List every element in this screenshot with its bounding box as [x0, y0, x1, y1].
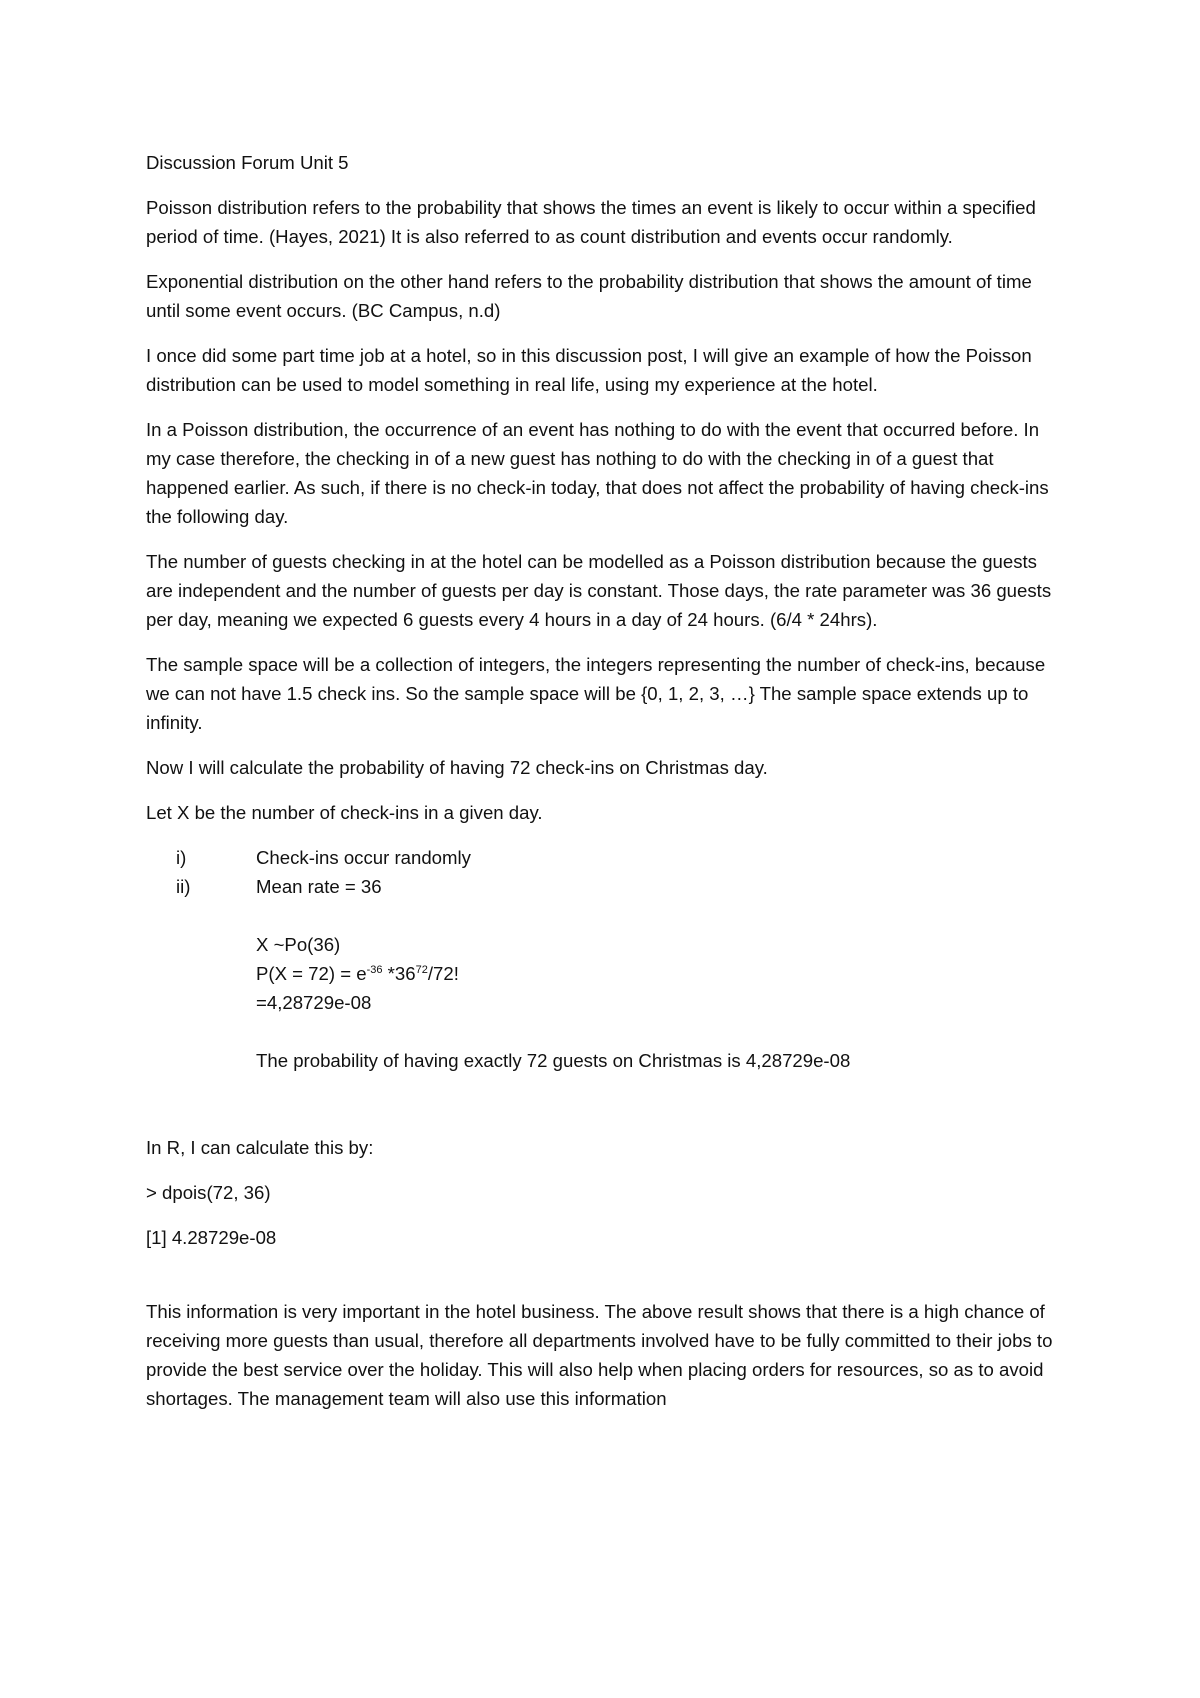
paragraph-define-x: Let X be the number of check-ins in a given day.: [146, 802, 543, 823]
assumption-list: [146, 843, 1066, 901]
list-item-number: i): [176, 847, 187, 868]
list-item-text: Check-ins occur randomly: [256, 847, 471, 868]
formula-exponent: -36: [366, 964, 383, 976]
list-item-text: Mean rate = 36: [256, 876, 382, 897]
calculation-conclusion: The probability of having exactly 72 guests on Christmas is 4,28729e-08: [256, 1050, 851, 1071]
list-item-number: ii): [176, 876, 191, 897]
paragraph-rate-parameter: The number of guests checking in at the hotel can be modelled as a Poisson distribution because the guests are independent and the number of guests per day is constant. Those days, the rate parameter was 36 guests per day, meaning we expected 6 guests every 4 hours in a day of 24 hours. (6/4 * 24hrs).: [146, 551, 1052, 630]
document-title: Discussion Forum Unit 5: [146, 152, 349, 173]
formula-part: *36: [382, 963, 416, 984]
document-page: [146, 148, 1066, 1429]
r-command: > dpois(72, 36): [146, 1182, 271, 1203]
paragraph-conclusion: This information is very important in the hotel business. The above result shows that there is a high chance of receiving more guests than usual, therefore all departments involved have to be fully committed to their jobs to provide the best service over the holiday. This will also help when placing orders for resources, so as to avoid shortages. The management team will also use this information: [146, 1301, 1053, 1409]
paragraph-independence: In a Poisson distribution, the occurrence of an event has nothing to do with the event that occurred before. In my case therefore, the checking in of a new guest has nothing to do with the checking in of a guest that happened earlier. As such, if there is no check-in today, that does not affect the probability of having check-ins the following day.: [146, 419, 1049, 527]
paragraph-poisson-definition: Poisson distribution refers to the probability that shows the times an event is likely to occur within a specified period of time. (Hayes, 2021) It is also referred to as count distribution and events occur randomly.: [146, 197, 1036, 247]
probability-formula: [256, 959, 1066, 988]
distribution-statement: X ~Po(36): [256, 934, 341, 955]
paragraph-calculation-intro: Now I will calculate the probability of having 72 check-ins on Christmas day.: [146, 757, 768, 778]
formula-part: /72!: [427, 963, 459, 984]
paragraph-exponential-definition: Exponential distribution on the other hand refers to the probability distribution that shows the amount of time until some event occurs. (BC Campus, n.d): [146, 271, 1032, 321]
r-intro: In R, I can calculate this by:: [146, 1137, 374, 1158]
formula-exponent: 72: [415, 964, 428, 976]
r-output: [1] 4.28729e-08: [146, 1227, 277, 1248]
formula-part: P(X = 72) = e: [256, 963, 367, 984]
list-item: [146, 872, 1066, 901]
formula-result: =4,28729e-08: [256, 992, 372, 1013]
calculation-block: [256, 930, 1066, 1075]
list-item: [146, 843, 1066, 872]
paragraph-hotel-context: I once did some part time job at a hotel, so in this discussion post, I will give an example of how the Poisson distribution can be used to model something in real life, using my experience at the hotel.: [146, 345, 1032, 395]
paragraph-sample-space: The sample space will be a collection of integers, the integers representing the number of check-ins, because we can not have 1.5 check ins. So the sample space will be {0, 1, 2, 3, …} The sample space extends up to infinity.: [146, 654, 1046, 733]
